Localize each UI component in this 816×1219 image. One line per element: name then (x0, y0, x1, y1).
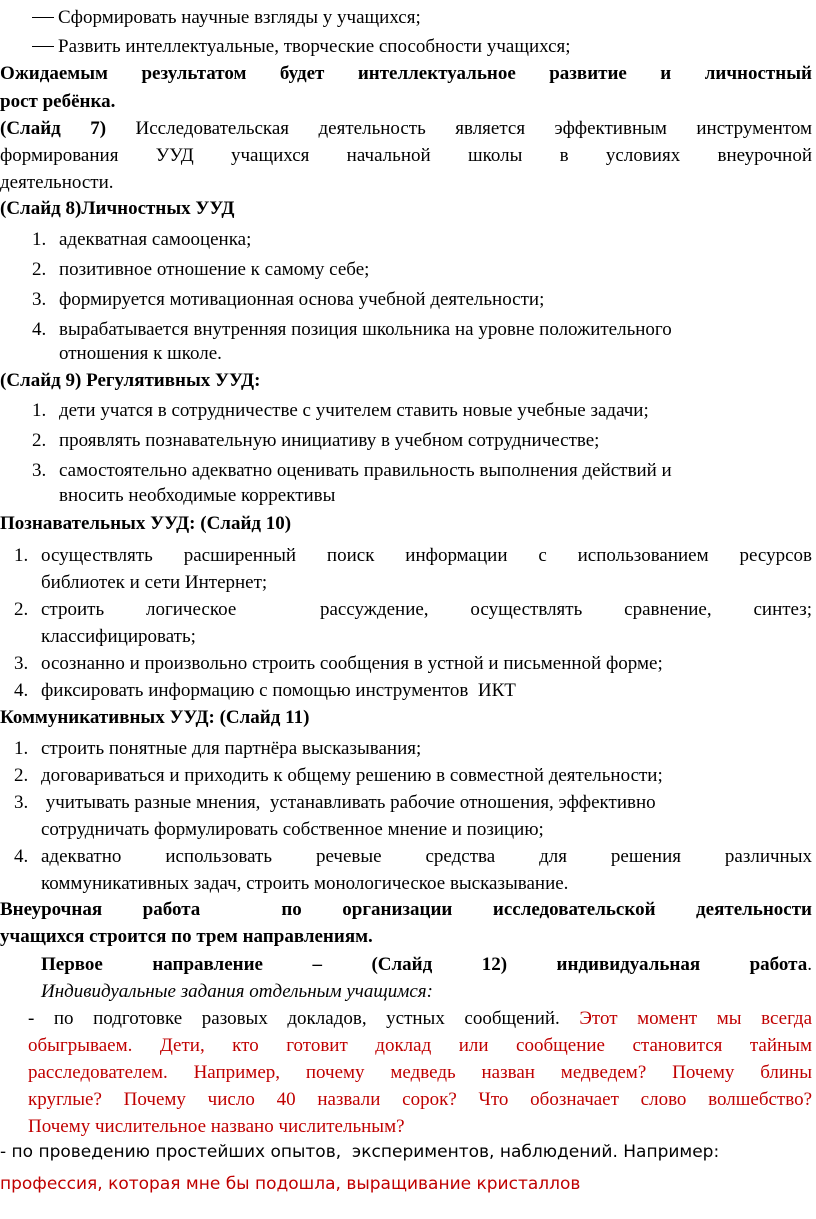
list-number: 2. (32, 430, 47, 451)
list-item-continuation: отношения к школе. (59, 343, 222, 364)
bullet-item: Сформировать научные взгляды у учащихся; (32, 8, 816, 27)
dash-bullet-icon (32, 17, 54, 18)
list-item-continuation: сотрудничать формулировать собственное мнение и позицию; (41, 819, 544, 840)
list-item-continuation: коммуникативных задач, строить монологическое высказывание. (41, 873, 569, 894)
list-item: адекватная самооценка; (59, 229, 252, 250)
list-item: адекватно использовать речевые средства для решения различных (41, 846, 812, 867)
list-item: формируется мотивационная основа учебной деятельности; (59, 289, 545, 310)
red-note-line: обыгрываем. Дети, кто готовит доклад или сообщение становится тайным (28, 1035, 812, 1056)
reports-line: - по подготовке разовых докладов, устных сообщений. Этот момент мы всегда (28, 1008, 813, 1029)
communicative-heading: Коммуникативных УУД: (Слайд 11) (0, 707, 310, 728)
list-item: самостоятельно адекватно оценивать правильность выполнения действий и (59, 460, 672, 481)
list-number: 3. (32, 289, 47, 310)
list-number: 1. (14, 738, 29, 759)
list-number: 4. (32, 319, 47, 340)
slide7-paragraph-line: деятельности. (0, 172, 114, 193)
list-item: строить понятные для партнёра высказывания; (41, 738, 422, 759)
extracurricular-line: Внеурочная работа по организации исследовательской деятельности (0, 899, 812, 920)
list-number: 4. (14, 680, 29, 701)
regulative-heading: (Слайд 9) Регулятивных УУД: (0, 370, 261, 391)
list-item: договариваться и приходить к общему решению в совместной деятельности; (41, 765, 663, 786)
cognitive-heading: Познавательных УУД: (Слайд 10) (0, 513, 292, 534)
list-item: проявлять познавательную инициативу в учебном сотрудничестве; (59, 430, 600, 451)
slide7-paragraph-line: (Слайд 7) Исследовательская деятельность является эффективным инструментом (0, 118, 813, 139)
list-item: осознанно и произвольно строить сообщения в устной и письменной форме; (41, 653, 663, 674)
red-note-line: расследователем. Например, почему медведь назван медведем? Почему блины (28, 1062, 812, 1083)
slide7-label: (Слайд 7) (0, 118, 107, 139)
bullet-item: Развить интеллектуальные, творческие способности учащихся; (32, 37, 816, 56)
list-item: дети учатся в сотрудничестве с учителем ставить новые учебные задачи; (59, 400, 649, 421)
list-number: 1. (14, 545, 29, 566)
list-number: 4. (14, 846, 29, 867)
extracurricular-line: учащихся строится по трем направлениям. (0, 926, 373, 947)
list-item-continuation: классифицировать; (41, 626, 196, 647)
individual-tasks-line: Индивидуальные задания отдельным учащимся: (41, 981, 433, 1002)
list-number: 3. (14, 792, 29, 813)
list-item-continuation: библиотек и сети Интернет; (41, 572, 268, 593)
list-number: 1. (32, 400, 47, 421)
dash-bullet-icon (32, 46, 54, 47)
list-item: фиксировать информацию с помощью инструментов ИКТ (41, 680, 516, 701)
slide7-paragraph-line: формирования УУД учащихся начальной школы в условиях внеурочной (0, 145, 812, 166)
list-number: 2. (32, 259, 47, 280)
experiments-example-line: профессия, которая мне бы подошла, выращивание кристаллов (0, 1174, 581, 1194)
experiments-line: - по проведению простейших опытов, экспериментов, наблюдений. Например: (0, 1142, 720, 1162)
expected-result-line: рост ребёнка. (0, 91, 116, 112)
list-item: вырабатывается внутренняя позиция школьника на уровне положительного (59, 319, 672, 340)
list-item: позитивное отношение к самому себе; (59, 259, 370, 280)
list-item-continuation: вносить необходимые коррективы (59, 485, 336, 506)
list-item: осуществлять расширенный поиск информации с использованием ресурсов (41, 545, 812, 566)
list-number: 3. (32, 460, 47, 481)
personal-heading: (Слайд 8)Личностных УУД (0, 198, 235, 219)
list-number: 2. (14, 765, 29, 786)
expected-result-line: Ожидаемым результатом будет интеллектуальное развитие и личностный (0, 63, 812, 84)
red-note-line: Почему числительное названо числительным? (28, 1116, 405, 1137)
list-item: строить логическое рассуждение, осуществлять сравнение, синтез; (41, 599, 812, 620)
list-number: 3. (14, 653, 29, 674)
list-item: учитывать разные мнения, устанавливать рабочие отношения, эффективно (41, 792, 656, 813)
red-note-line: круглые? Почему число 40 назвали сорок? Что обозначает слово волшебство? (28, 1089, 812, 1110)
list-number: 2. (14, 599, 29, 620)
list-number: 1. (32, 229, 47, 250)
direction-one-line: Первое направление – (Слайд 12) индивидуальная работа. (41, 954, 812, 975)
